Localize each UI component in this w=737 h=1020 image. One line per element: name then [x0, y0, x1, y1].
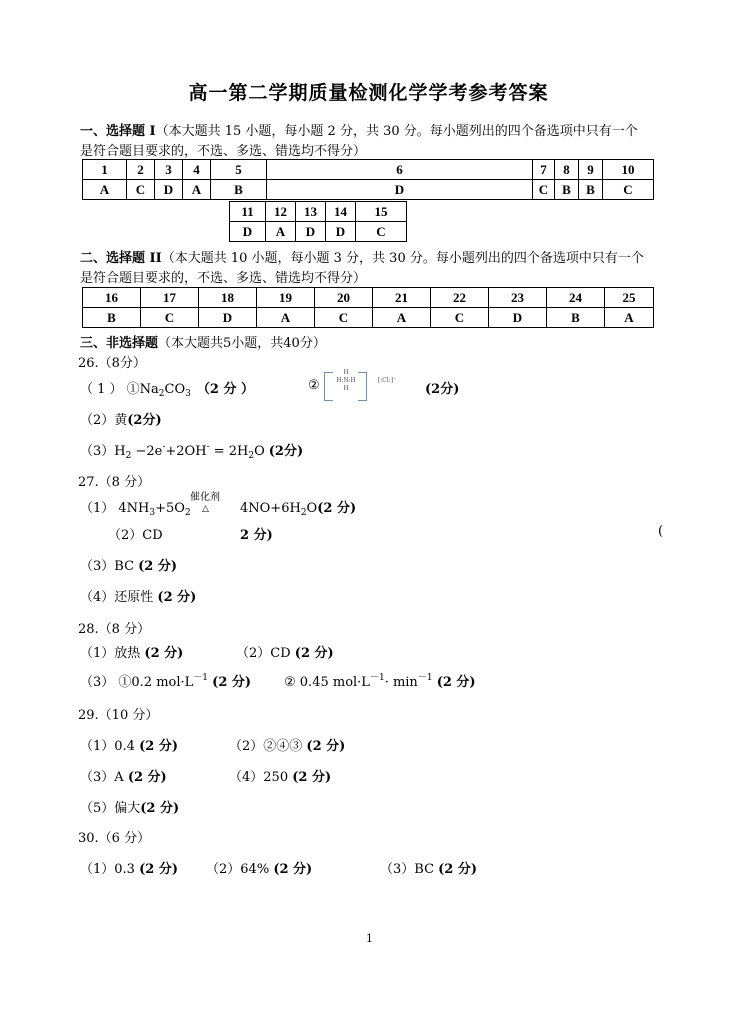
question-number: 19 — [257, 288, 315, 308]
question-number: 21 — [373, 288, 431, 308]
q29-line2b: （4）250 (2 分) — [229, 770, 332, 785]
question-number: 18 — [199, 288, 257, 308]
question-number: 4 — [183, 160, 211, 180]
q26-line3: $(3)H_2 -2e^-+2OH^- = 2H_2O$ (2分) — [80, 442, 304, 461]
answer-cell: A — [373, 308, 431, 328]
question-number: 25 — [605, 288, 654, 308]
q27-line4: （4）还原性 (2 分) — [80, 590, 197, 605]
q26-header: 26.（8分） — [78, 356, 146, 371]
q26-line2: （2）黄(2分) — [80, 413, 162, 428]
question-number: 23 — [489, 288, 547, 308]
answer-cell: B — [579, 180, 603, 200]
answer-cell: C — [315, 308, 373, 328]
q27-line3: （3）BC (2 分) — [80, 559, 178, 574]
table-row — [230, 202, 407, 222]
question-number: 24 — [547, 288, 605, 308]
q29-line2: （3）A (2 分) — [80, 770, 167, 785]
q29-header: 29.（10 分） — [78, 708, 159, 723]
question-number: 22 — [431, 288, 489, 308]
answer-cell: B — [547, 308, 605, 328]
answer-cell: B — [83, 308, 141, 328]
question-number: 2 — [127, 160, 155, 180]
answer-cell: D — [489, 308, 547, 328]
answer-cell: D — [296, 222, 326, 242]
table-row — [230, 222, 407, 242]
answer-cell: D — [267, 180, 533, 200]
question-number: 5 — [211, 160, 267, 180]
q29-line1: （1）0.4 (2 分) — [80, 739, 178, 754]
table-row — [83, 288, 654, 308]
question-number: 16 — [83, 288, 141, 308]
section3-heading: 三、非选择题 — [80, 336, 159, 351]
answer-cell: A — [266, 222, 296, 242]
page-number: 1 — [366, 932, 373, 945]
q27-line2-score: 2 分) — [240, 528, 273, 543]
q26-score-2: (2分) — [425, 382, 460, 397]
answer-cell: B — [555, 180, 579, 200]
section1-heading: 一、选择题 I — [80, 124, 156, 139]
q30-line1: （1）0.3 (2 分) — [80, 862, 178, 877]
question-number: 20 — [315, 288, 373, 308]
answer-cell: C — [141, 308, 199, 328]
q27-stray-paren: ( — [658, 524, 664, 539]
question-number: 12 — [266, 202, 296, 222]
question-number: 14 — [326, 202, 356, 222]
section1-desc-line2: 是符合题目要求的，不选、多选、错选均不得分） — [80, 144, 367, 159]
q27-line2: （2）CD — [108, 528, 163, 543]
table-row — [83, 180, 654, 200]
q27-header: 27.（8 分） — [78, 475, 151, 490]
nh4-structure-image: H H:N:H H — [336, 369, 356, 392]
answer-cell: A — [605, 308, 654, 328]
heat-symbol: △ — [202, 504, 209, 514]
q28-header: 28.（8 分） — [78, 622, 151, 637]
q27-line1-left: （1） $4NH_3+5O_2$ — [80, 501, 191, 518]
structure-bracket-right — [358, 372, 367, 401]
section3-header: 三、非选择题（本大题共5小题，共40分） — [80, 336, 326, 351]
q28-line1: （1）放热 (2 分) — [80, 646, 184, 661]
q28-line2b: ② 0.45 $mol\cdot L^{-1}\cdot \min^{-1} (2$ 分) — [284, 673, 476, 690]
section1-answer-table-2 — [229, 201, 407, 242]
chloride-structure-image: [:Cl:]⁻ — [377, 377, 397, 384]
section1-desc-line1: 一、选择题 I（本大题共 15 小题，每小题 2 分，共 30 分。每小题列出的四个备选项中只有一个 — [80, 124, 638, 139]
q29-line3: （5）偏大(2 分) — [80, 801, 180, 816]
answer-cell: C — [356, 222, 407, 242]
answer-cell: D — [230, 222, 266, 242]
answer-cell: A — [183, 180, 211, 200]
q26-circle-2: ② — [308, 378, 320, 393]
section2-answer-table — [82, 287, 654, 328]
q30-line1b: （2）64% (2 分) — [206, 862, 313, 877]
q30-header: 30.（6 分） — [78, 831, 151, 846]
answer-cell: C — [431, 308, 489, 328]
answer-cell: C — [533, 180, 555, 200]
structure-bracket-left — [324, 372, 333, 401]
answer-cell: C — [127, 180, 155, 200]
question-number: 7 — [533, 160, 555, 180]
answer-cell: B — [211, 180, 267, 200]
answer-cell: A — [83, 180, 127, 200]
table-row — [83, 160, 654, 180]
question-number: 11 — [230, 202, 266, 222]
question-number: 17 — [141, 288, 199, 308]
section2-desc-line1: 二、选择题 II（本大题共 10 小题，每小题 3 分，共 30 分。每小题列出的四个备选项中只有一个 — [80, 251, 644, 266]
answer-cell: A — [257, 308, 315, 328]
q27-line1-right: $4NO+6H_2O(2$ 分) — [240, 501, 357, 518]
q28-line1b: （2）CD (2 分) — [236, 646, 334, 661]
answer-cell: D — [155, 180, 183, 200]
question-number: 6 — [267, 160, 533, 180]
question-number: 3 — [155, 160, 183, 180]
question-number: 8 — [555, 160, 579, 180]
section2-heading: 二、选择题 II — [80, 251, 162, 266]
catalyst-label: 催化剂 — [190, 492, 220, 503]
section2-desc-line2: 是符合题目要求的，不选、多选、错选均不得分） — [80, 271, 367, 286]
question-number: 9 — [579, 160, 603, 180]
page-title: 高一第二学期质量检测化学学考参考答案 — [188, 82, 549, 104]
answer-cell: D — [326, 222, 356, 242]
q29-line1b: （2）②④③ (2 分) — [229, 739, 346, 754]
question-number: 1 — [83, 160, 127, 180]
table-row — [83, 308, 654, 328]
answer-cell: C — [603, 180, 654, 200]
question-number: 15 — [356, 202, 407, 222]
q28-line2: （3） ①0.2 $mol\cdot L^{-1}$ (2 分) — [80, 673, 252, 690]
q30-line1c: （3）BC (2 分) — [380, 862, 478, 877]
question-number: 10 — [603, 160, 654, 180]
section1-answer-table — [82, 159, 654, 200]
q26-line1: （ 1 ） $①Na_2CO_3$ （2 分 ） — [80, 382, 254, 399]
answer-cell: D — [199, 308, 257, 328]
question-number: 13 — [296, 202, 326, 222]
